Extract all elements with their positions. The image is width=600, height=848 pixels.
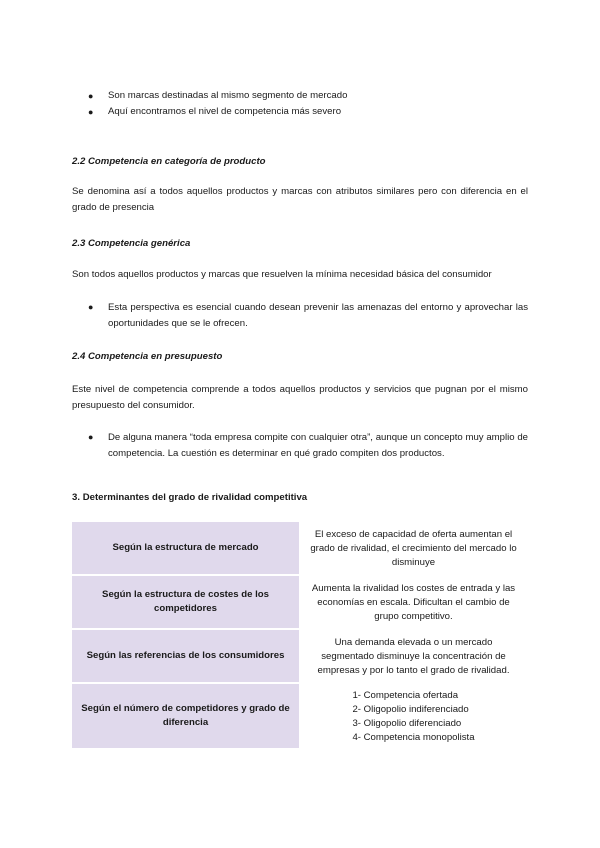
row-label: Según la estructura de costes de los competidores xyxy=(72,576,299,630)
table-row xyxy=(72,576,528,630)
bullet-icon: ● xyxy=(88,91,94,101)
section-2-4-bullet-list xyxy=(88,430,528,461)
list-item xyxy=(88,104,528,120)
section-2-3-paragraph: Son todos aquellos productos y marcas que resuelven la mínima necesidad básica del consumidor xyxy=(72,269,492,280)
bullet-icon: ● xyxy=(88,302,94,312)
list-item xyxy=(88,88,528,104)
intro-bullet-list xyxy=(88,88,528,120)
row-value: Una demanda elevada o un mercado segmentado disminuye la concentración de empresas y por lo tanto el grado de rivalidad. xyxy=(317,637,510,676)
table-row xyxy=(72,630,528,684)
row-value: El exceso de capacidad de oferta aumentan el grado de rivalidad, el crecimiento del mercado lo disminuye xyxy=(310,529,517,568)
row-value xyxy=(299,684,528,750)
section-2-2-heading: 2.2 Competencia en categoría de producto xyxy=(72,156,266,167)
list-item: 2- Oligopolio indiferenciado xyxy=(352,704,469,715)
section-3-heading xyxy=(72,492,307,503)
section-2-2-paragraph: Se denomina así a todos aquellos productos y marcas con atributos similares pero con diferencia en el grado de presencia xyxy=(72,186,528,213)
bullet-text: De alguna manera “toda empresa compite con cualquier otra”, aunque un concepto muy amplio de competencia. La cuestión es determinar en qué grado compiten dos productos. xyxy=(108,432,528,459)
section-2-4-heading: 2.4 Competencia en presupuesto xyxy=(72,351,223,362)
table-row xyxy=(72,522,528,576)
list-item xyxy=(88,300,528,331)
bullet-text: Son marcas destinadas al mismo segmento de mercado xyxy=(108,90,348,101)
row-value: Aumenta la rivalidad los costes de entrada y las economías en escala. Dificultan el cambio de grupo competitivo. xyxy=(311,583,516,622)
row-label: Según las referencias de los consumidores xyxy=(72,630,299,684)
section-2-3-heading: 2.3 Competencia genérica xyxy=(72,238,191,249)
list-item xyxy=(88,430,528,461)
row-label: Según la estructura de mercado xyxy=(72,522,299,576)
list-item: 1- Competencia ofertada xyxy=(352,690,459,701)
list-item: 3- Oligopolio diferenciado xyxy=(352,718,462,729)
list-item: 4- Competencia monopolista xyxy=(352,732,475,743)
table-row xyxy=(72,684,528,750)
section-3-title: Determinantes del grado de rivalidad competitiva xyxy=(82,492,308,503)
bullet-icon: ● xyxy=(88,107,94,117)
row-label: Según el número de competidores y grado de diferencia xyxy=(72,684,299,750)
bullet-text: Aquí encontramos el nivel de competencia más severo xyxy=(108,106,342,117)
section-3-number: 3. xyxy=(72,492,81,503)
rivalry-determinants-table xyxy=(72,522,528,750)
bullet-icon: ● xyxy=(88,432,94,442)
section-2-4-paragraph: Este nivel de competencia comprende a todos aquellos productos y servicios que pugnan por el mismo presupuesto del consumidor. xyxy=(72,384,528,411)
bullet-text: Esta perspectiva es esencial cuando desean prevenir las amenazas del entorno y aprovechar las oportunidades que se le ofrecen. xyxy=(108,302,528,329)
competition-type-list xyxy=(352,689,474,745)
section-2-3-bullet-list xyxy=(88,300,528,331)
